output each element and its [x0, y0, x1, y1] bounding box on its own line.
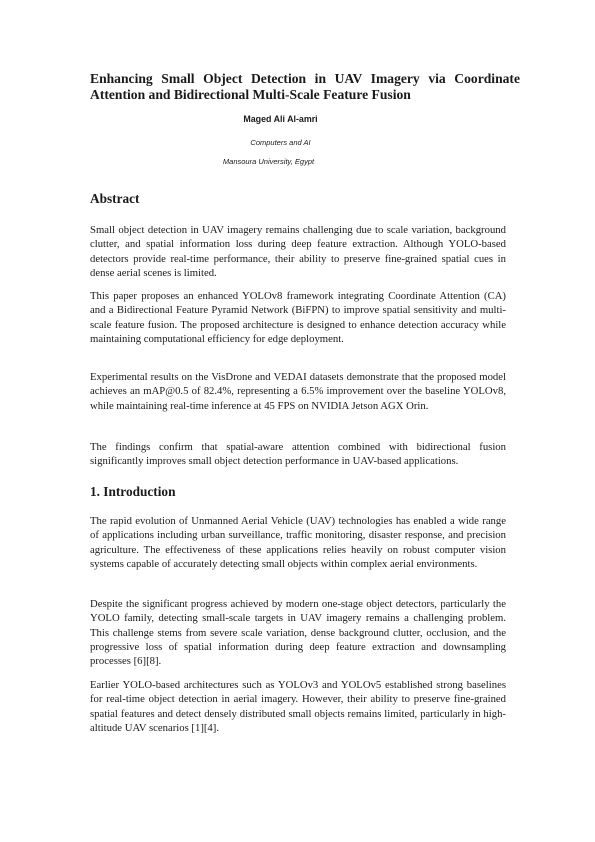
introduction-paragraph: The rapid evolution of Unmanned Aerial Vehicle (UAV) technologies has enabled a wide range of applications including urban surveillance, traffic monitoring, disaster response, and precision agriculture. The effectiveness of these applications relies heavily on robust computer vision systems capable of accurately detecting small objects within complex aerial environments. [90, 515, 506, 570]
paper-title: Enhancing Small Object Detection in UAV Imagery via Coordinate Attention and Bidirectional Multi-Scale Feature Fusion [90, 71, 520, 102]
abstract-paragraph: Experimental results on the VisDrone and VEDAI datasets demonstrate that the proposed model achieves an mAP@0.5 of 82.4%, representing a 6.5% improvement over the baseline YOLOv8, while maintaining real-time inference at 45 FPS on NVIDIA Jetson AGX Orin. [90, 371, 506, 412]
introduction-paragraph: Earlier YOLO-based architectures such as YOLOv3 and YOLOv5 established strong baselines for real-time object detection in aerial imagery. However, their ability to preserve fine-grained spatial features and detect densely distributed small objects remains limited, particularly in high-altitude UAV scenarios [1][4]. [90, 679, 506, 734]
author-affiliation: Computers and AI [250, 138, 311, 147]
abstract-paragraph: The findings confirm that spatial-aware attention combined with bidirectional fusion significantly improves small object detection performance in UAV-based applications. [90, 441, 506, 468]
author-name: Maged Ali Al-amri [243, 114, 318, 124]
introduction-heading: 1. Introduction [90, 484, 176, 499]
author-institution: Mansoura University, Egypt [222, 157, 315, 166]
abstract-heading: Abstract [90, 191, 140, 206]
introduction-paragraph: Despite the significant progress achieved by modern one-stage object detectors, particularly the YOLO family, detecting small-scale targets in UAV imagery remains a challenging problem. This challenge stems from severe scale variation, dense background clutter, occlusion, and the progressive loss of spatial information during deep feature extraction and downsampling processes [6][8]. [90, 598, 506, 668]
abstract-paragraph: Small object detection in UAV imagery remains challenging due to scale variation, background clutter, and spatial information loss during deep feature extraction. Although YOLO-based detectors provide real-time performance, their ability to preserve fine-grained spatial cues in dense aerial scenes is limited. [90, 224, 506, 279]
abstract-paragraph: This paper proposes an enhanced YOLOv8 framework integrating Coordinate Attention (CA) and a Bidirectional Feature Pyramid Network (BiFPN) to improve spatial sensitivity and multi-scale feature fusion. The proposed architecture is designed to enhance detection accuracy while maintaining computational efficiency for edge deployment. [90, 290, 506, 345]
